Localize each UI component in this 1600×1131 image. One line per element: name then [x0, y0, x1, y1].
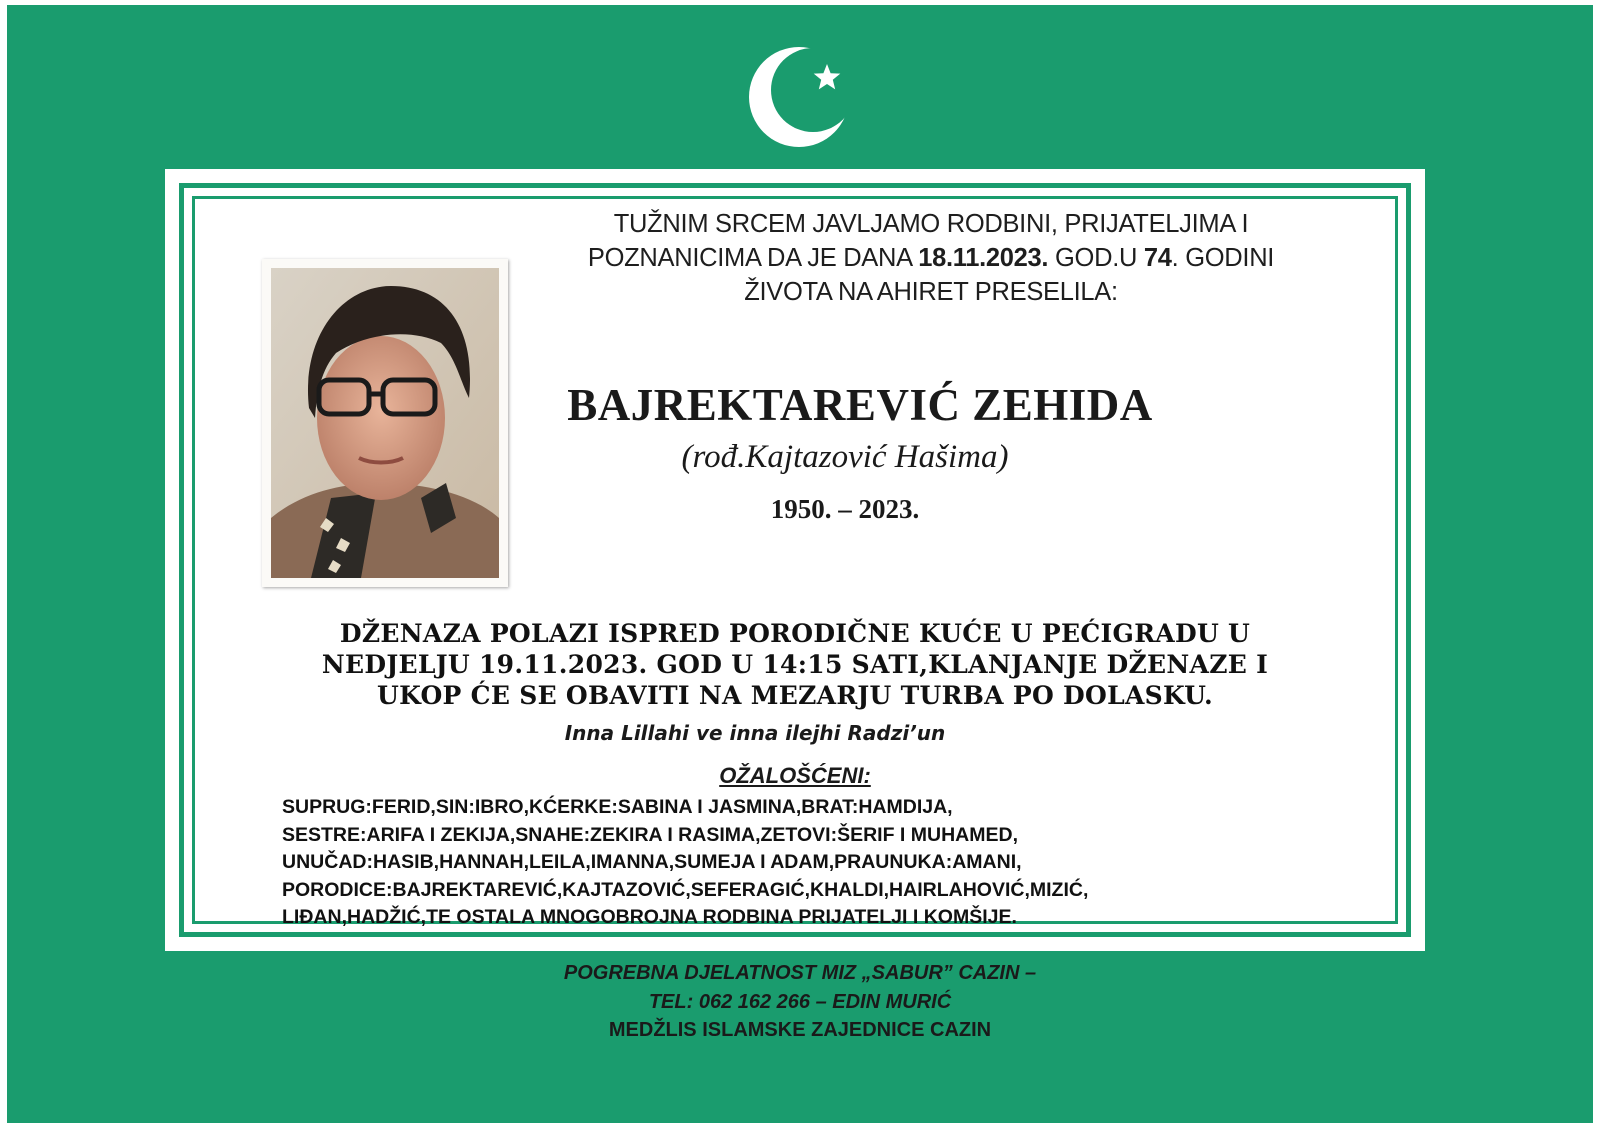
portrait-photo	[271, 268, 499, 578]
intro-line: TUŽNIM SRCEM JAVLJAMO RODBINI, PRIJATELJIMA I	[613, 210, 1249, 238]
mourners-heading: OŽALOŠĆENI:	[719, 763, 871, 788]
intro-text: POZNANICIMA DA JE DANA	[587, 244, 919, 272]
funeral-line: UKOP ĆE SE OBAVITI NA MEZARJU TURBA PO DOLASKU.	[377, 681, 1213, 710]
footer-phone: TEL: 062 162 266 – EDIN MURIĆ	[648, 990, 952, 1013]
funeral-details	[295, 618, 1295, 711]
mourners-line: SUPRUG:FERID,SIN:IBRO,KĆERKE:SABINA I JASMINA,BRAT:HAMDIJA,	[282, 796, 953, 818]
intro-line	[525, 241, 1337, 275]
crescent-star-icon	[747, 42, 857, 152]
mourners-line: SESTRE:ARIFA I ZEKIJA,SNAHE:ZEKIRA I RASIMA,ZETOVI:ŠERIF I MUHAMED,	[282, 823, 1018, 846]
obituary-page	[7, 5, 1593, 1123]
funeral-service-footer	[7, 959, 1593, 1045]
intro-text: . GODINI	[1171, 244, 1275, 272]
notice-card	[165, 169, 1425, 951]
mourners-line: UNUČAD:HASIB,HANNAH,LEILA,IMANNA,SUMEJA I ADAM,PRAUNUKA:AMANI,	[282, 851, 1022, 873]
footer-line: MEDŽLIS ISLAMSKE ZAJEDNICE CAZIN	[608, 1019, 992, 1041]
maiden-name: (rođ.Kajtazović Hašima)	[681, 439, 1009, 475]
prayer-text: Inna Lillahi ve inna ilejhi Radzi’un	[564, 721, 946, 745]
funeral-line: DŽENAZA POLAZI ISPRED PORODIČNE KUĆE U PEĆIGRADU U	[339, 619, 1251, 648]
intro-text: GOD.U	[1048, 244, 1144, 272]
announcement-text	[525, 207, 1337, 309]
footer-line: POGREBNA DJELATNOST MIZ „SABUR” CAZIN –	[563, 962, 1037, 984]
life-years: 1950. – 2023.	[770, 494, 920, 524]
portrait-frame	[262, 259, 508, 587]
deceased-name: BAJREKTAREVIĆ ZEHIDA	[567, 380, 1153, 430]
age: 74	[1143, 244, 1172, 272]
mourners-line: LIĐAN,HADŽIĆ,TE OSTALA MNOGOBROJNA RODBINA PRIJATELJI I KOMŠIJE.	[282, 906, 1017, 928]
death-date: 18.11.2023.	[918, 244, 1049, 272]
funeral-line: NEDJELJU 19.11.2023. GOD U 14:15 SATI,KLANJANJE DŽENAZE I	[321, 650, 1269, 679]
mourners-list	[282, 794, 1342, 932]
intro-line: ŽIVOTA NA AHIRET PRESELILA:	[744, 278, 1118, 306]
mourners-line: PORODICE:BAJREKTAREVIĆ,KAJTAZOVIĆ,SEFERAGIĆ,KHALDI,HAIRLAHOVIĆ,MIZIĆ,	[282, 878, 1089, 901]
